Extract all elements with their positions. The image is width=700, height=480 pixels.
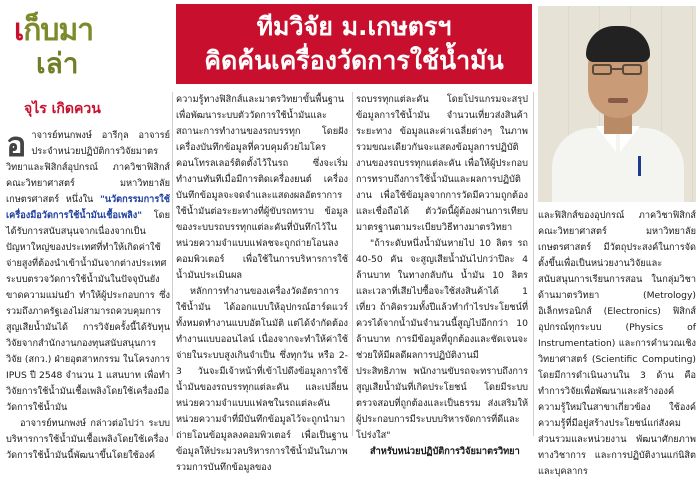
left-body-text [6, 125, 170, 464]
headline-line-1: ทีมวิจัย ม.เกษตรฯ [256, 12, 452, 41]
byline: จุไร เกิดควน [24, 101, 101, 117]
column-divider [172, 92, 173, 436]
sidebar-text [538, 208, 696, 480]
left-paragraph-1: อาจารย์ทนกพงษ์ อารีกุล อาจารย์ประจำหน่วยปฏิบัติการวิจัยมาตรวิทยาและฟิสิกส์อุปกรณ์ ภาควิชาฟิสิกส์ คณะวิทยาศาสตร์ มหาวิทยาลัยเกษตรศาสตร์ หนึ่งใน "นวัตกรรมการใช้เครื่องมือวัดการใช้น้ำมันเชื้อเพลิง" โดยได้รับการสนับสนุนจากเนื่องจากเป็นปัญหาใหญ่ของประเทศที่ทำให้เกิดค่าใช้จ่ายสูงที่ต้องนำเข้าน้ำมันจากต่างประเทศ ระบบตรวจวัดการใช้น้ำมันในปัจจุบันยังขาดความแม่นยำ ทำให้ผู้ประกอบการ ซึ่งรวมถึงภาครัฐเองไม่สามารถควบคุมการสูญเสียน้ำมันได้ การวิจัยครั้งนี้ได้รับทุนวิจัยจากสำนักงานกองทุนสนับสนุนการวิจัย (สกว.) ฝ่ายอุตสาหกรรม ในโครงการ IPUS ปี 2548 จำนวน 1 แสนบาท เพื่อทำวิจัยการใช้น้ำมันเชื้อเพลิงโดยใช้เครื่องมือวัดการใช้น้ำมัน [6, 125, 170, 413]
right-paragraph-1: รถบรรทุกแต่ละคัน โดยโปรแกรมจะสรุปข้อมูลการใช้น้ำมัน จำนวนเที่ยวส่งสินค้า ระยะทาง ข้อมูลและค่าเฉลี่ยต่างๆ ในภาพรวมขณะเดียวกันจะแสดงข้อมูลการปฏิบัติงานของรถบรรทุกแต่ละคัน เพื่อให้ผู้ประกอบการทราบถึงการใช้น้ำมันและผลการปฏิบัติงาน เพื่อใช้ข้อมูลจากการวัดมีความถูกต้องและเชื่อถือได้ ตัววัดนี้ผู้ต้องผ่านการเทียบมาตรฐานตามระเบียบวิธีทางมาตรวิทยา [356, 94, 528, 233]
kicker-line2: เล่า [36, 47, 79, 80]
left-paragraph-2: อาจารย์ทนกพงษ์ กล่าวต่อไปว่า ระบบบริหารการใช้น้ำมันเชื้อเพลิงโดยใช้เครื่องวัดการใช้น้ำมันนี้พัฒนาขึ้นโดยใช้องค์ [6, 418, 170, 461]
drop-cap: อ [6, 125, 27, 165]
right-column [356, 92, 528, 460]
kicker-line1: ก็บมา [23, 13, 94, 48]
middle-column [176, 92, 348, 476]
left-column [0, 0, 172, 461]
headline-line-2: คิดค้นเครื่องวัดการใช้น้ำมัน [204, 46, 504, 75]
sidebar-paragraph: และฟิสิกส์ของอุปกรณ์ ภาควิชาฟิสิกส์ คณะวิทยาศาสตร์ มหาวิทยาลัยเกษตรศาสตร์ มีวัตถุประสงค์ในการจัดตั้งขึ้นเพื่อเป็นหน่วยงานวิจัยและสนับสนุนการเรียนการสอน ในกลุ่มวิชาด้านมาตรวิทยา (Metrology) อิเล็กทรอนิกส์ (Electronics) ฟิสิกส์อุปกรณ์ทุกระบบ (Physics of Instrumentation) และการคำนวณเชิงวิทยาศาสตร์ (Scientific Computing) โดยมีการดำเนินงานใน 3 ด้าน คือ ทำการวิจัยเพื่อพัฒนาและสร้างองค์ความรู้ใหม่ในสาขาเกี่ยวข้อง ใช้องค์ความรู้ที่มีอยู่สร้างประโยชน์แก่สังคมส่วนรวมและหน่วยงาน พัฒนาศักยภาพทางวิชาการ และการปฏิบัติงานแก่นิสิตและบุคลากร [538, 210, 696, 477]
highlighted-phrase: "นวัตกรรมการใช้เครื่องมือวัดการใช้น้ำมันเชื้อเพลิง" [6, 194, 170, 221]
kicker-first-letter: เ [14, 13, 24, 48]
middle-paragraph-2: หลักการทำงานของเครื่องวัดอัตราการใช้น้ำมัน ได้ออกแบบให้อุปกรณ์ฮาร์ดแวร์ทั้งหมดทำงานแบบอัตโนมัติ แต่ได้จำกัดต้องทำงานแบบออนไลน์ เนื่องจากจะทำให้ค่าใช้จ่ายในระบบสูงเกินจำเป็น ซึ่งทุกวัน หรือ 2-3 วันจะมีเจ้าหน้าที่เข้าไปดึงข้อมูลการใช้น้ำมันของรถบรรทุกแต่ละคัน และเปลี่ยนหน่วยความจำแบบแฟลชในรถแต่ละคัน หน่วยความจำที่มีบันทึกข้อมูลไว้จะถูกนำมาถ่ายโอนข้อมูลลงคอมพิวเตอร์ เพื่อเป็นฐานข้อมูลให้ประมวลบริหารการใช้น้ำมันในภาพรวมการบันทึกข้อมูลของ [176, 286, 348, 473]
right-paragraph-2: "ถ้าระดับหนึ่งน้ำมันหายไป 10 ลิตร รถ 40-50 คัน จะสูญเสียน้ำมันไปกว่าปีละ 4 ล้านบาท ในทางกลับกัน น้ำมัน 10 ลิตร และเวลาที่เสียไปซื้อจะใช้ส่งสินค้าได้ 1 เที่ยว ถ้าคิดรวมทั้งปีแล้วทำกำไรประโยชน์ที่ควรได้จากน้ำมันจำนวนนี้สูญไปอีกกว่า 10 ล้านบาท การมีข้อมูลที่ถูกต้องและชัดเจนจะช่วยให้มีผลดีผลการปฏิบัติงานมีประสิทธิภาพ พนักงานขับรถจะทราบถึงการสูญเสียน้ำมันที่เกิดประโยชน์ โดยมีระบบตรวจสอบที่ถูกต้องและเป็นธรรม ส่งเสริมให้ผู้ประกอบการมีระบบบริหารจัดการที่ดีและโปร่งใส" [356, 238, 528, 441]
column-divider [352, 92, 353, 436]
right-paragraph-3: สำหรับหน่วยปฏิบัติการวิจัยมาตรวิทยา [370, 446, 520, 457]
column-divider [533, 92, 534, 436]
portrait-photo [538, 6, 696, 202]
section-kicker [14, 13, 94, 80]
headline-banner [176, 4, 532, 84]
middle-paragraph-1: ความรู้ทางฟิสิกส์และมาตรวิทยาขั้นพื้นฐาน เพื่อพัฒนาระบบตัววัดการใช้น้ำมันและสถานะการทำงานของรถบรรทุก โดยฝังเครื่องบันทึกข้อมูลที่ควบคุมด้วยไมโครคอนโทรลเลอร์ติดตั้งไว้ในรถ ซึ่งจะเริ่มทำงานทันทีเมื่อมีการติดเครื่องยนต์ เครื่องบันทึกข้อมูลจะจดจำและแสดงผลอัตราการใช้น้ำมันต่อระยะทางที่ผู้ขับรถทราบ ข้อมูลของระบบรถบรรทุกแต่ละคันที่บันทึกไว้ในหน่วยความจำแบบแฟลชจะถูกถ่ายโอนลงคอมพิวเตอร์ เพื่อใช้ในการบริหารการใช้น้ำมันประเมินผล [176, 94, 348, 281]
